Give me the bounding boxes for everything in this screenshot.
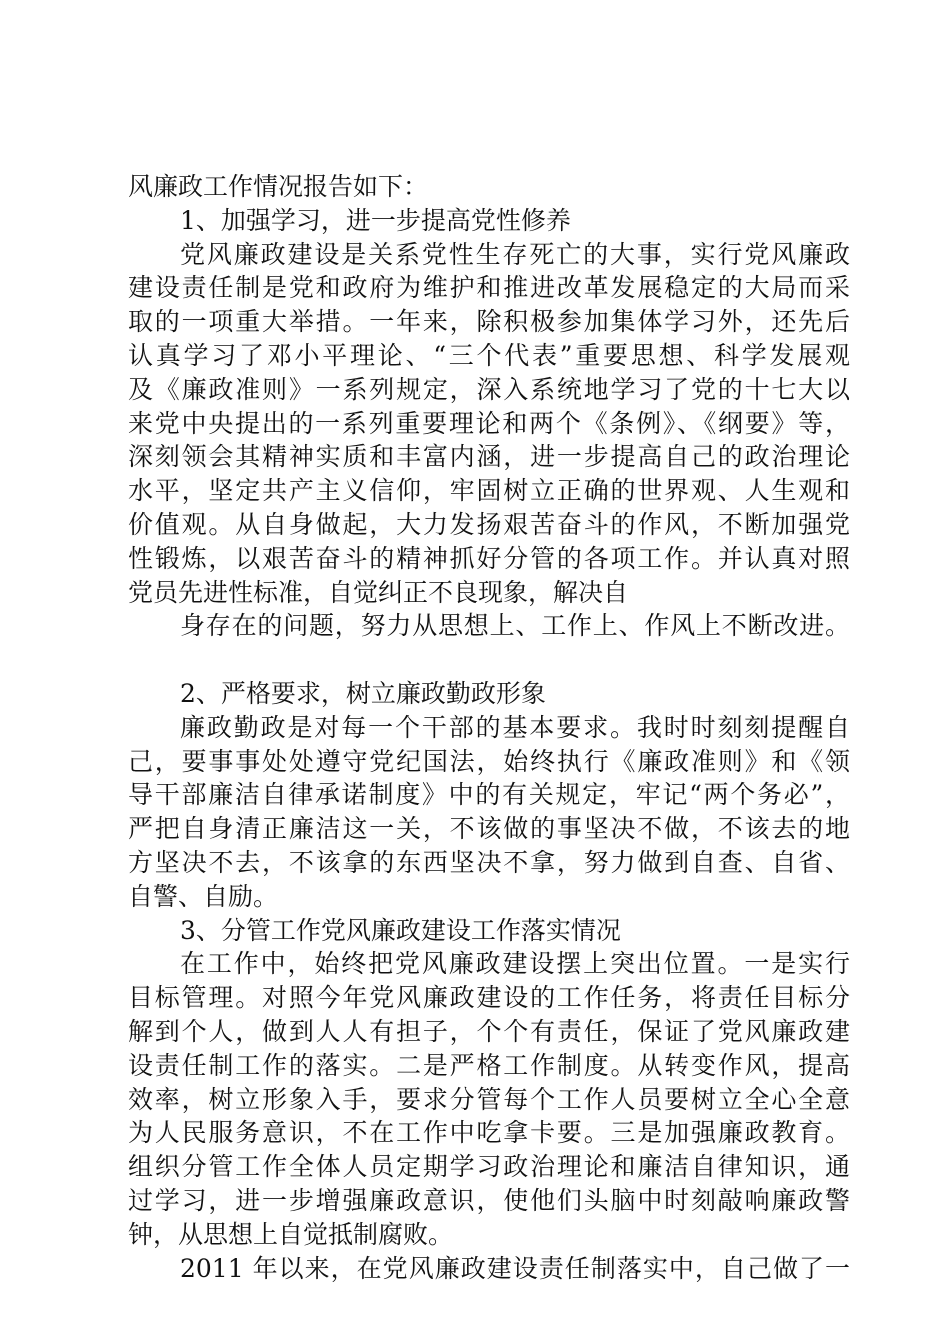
text-line: 身存在的问题，努力从思想上、工作上、作风上不断改进。 <box>180 611 850 641</box>
text-line: 效率，树立形象入手，要求分管每个工作人员要树立全心全意 <box>128 1084 850 1114</box>
text-line: 导干部廉洁自律承诺制度》中的有关规定，牢记“两个务必”， <box>128 780 850 810</box>
text-line: 3、分管工作党风廉政建设工作落实情况 <box>180 915 621 945</box>
text-line: 己，要事事处处遵守党纪国法，始终执行《廉政准则》和《领 <box>128 746 850 776</box>
text-line: 廉政勤政是对每一个干部的基本要求。我时时刻刻提醒自 <box>180 712 850 742</box>
blank-line <box>128 643 850 677</box>
text-line: 来党中央提出的一系列重要理论和两个《条例》、《纲要》等， <box>128 408 850 438</box>
text-line: 在工作中，始终把党风廉政建设摆上突出位置。一是实行 <box>180 949 850 979</box>
text-line: 方坚决不去，不该拿的东西坚决不拿，努力做到自查、自省、 <box>128 847 850 877</box>
text-line: 价值观。从自身做起，大力发扬艰苦奋斗的作风，不断加强党 <box>128 509 850 539</box>
text-line: 水平，坚定共产主义信仰，牢固树立正确的世界观、人生观和 <box>128 476 850 506</box>
text-line: 深刻领会其精神实质和丰富内涵，进一步提高自己的政治理论 <box>128 442 850 472</box>
text-line: 风廉政工作情况报告如下： <box>128 172 429 201</box>
text-line: 性锻炼，以艰苦奋斗的精神抓好分管的各项工作。并认真对照 <box>128 543 850 573</box>
text-line: 严把自身清正廉洁这一关，不该做的事坚决不做，不该去的地 <box>128 814 850 844</box>
text-line: 设责任制工作的落实。二是严格工作制度。从转变作风，提高 <box>128 1050 850 1080</box>
text-line: 党风廉政建设是关系党性生存死亡的大事，实行党风廉政 <box>180 239 850 269</box>
text-line: 目标管理。对照今年党风廉政建设的工作任务，将责任目标分 <box>128 983 850 1013</box>
text-line: 2011 年以来，在党风廉政建设责任制落实中，自己做了一 <box>180 1253 850 1283</box>
text-line: 自警、自励。 <box>128 881 279 911</box>
text-line: 及《廉政准则》一系列规定，深入系统地学习了党的十七大以 <box>128 374 850 404</box>
text-line: 认真学习了邓小平理论、“三个代表”重要思想、科学发展观 <box>128 340 850 370</box>
text-line: 钟，从思想上自觉抵制腐败。 <box>128 1219 454 1249</box>
document-page <box>128 170 850 1285</box>
text-line: 1、加强学习，进一步提高党性修养 <box>180 205 571 235</box>
text-line: 为人民服务意识，不在工作中吃拿卡要。三是加强廉政教育。 <box>128 1118 850 1148</box>
text-line: 解到个人，做到人人有担子，个个有责任，保证了党风廉政建 <box>128 1016 850 1046</box>
text-line: 党员先进性标准，自觉纠正不良现象，解决自 <box>128 577 629 607</box>
text-line: 建设责任制是党和政府为维护和推进改革发展稳定的大局而采 <box>128 273 850 303</box>
text-line: 取的一项重大举措。一年来，除积极参加集体学习外，还先后 <box>128 307 850 337</box>
text-line: 过学习，进一步增强廉政意识，使他们头脑中时刻敲响廉政警 <box>128 1185 850 1215</box>
text-line: 组织分管工作全体人员定期学习政治理论和廉洁自律知识，通 <box>128 1152 850 1182</box>
text-line: 2、严格要求，树立廉政勤政形象 <box>180 678 546 708</box>
